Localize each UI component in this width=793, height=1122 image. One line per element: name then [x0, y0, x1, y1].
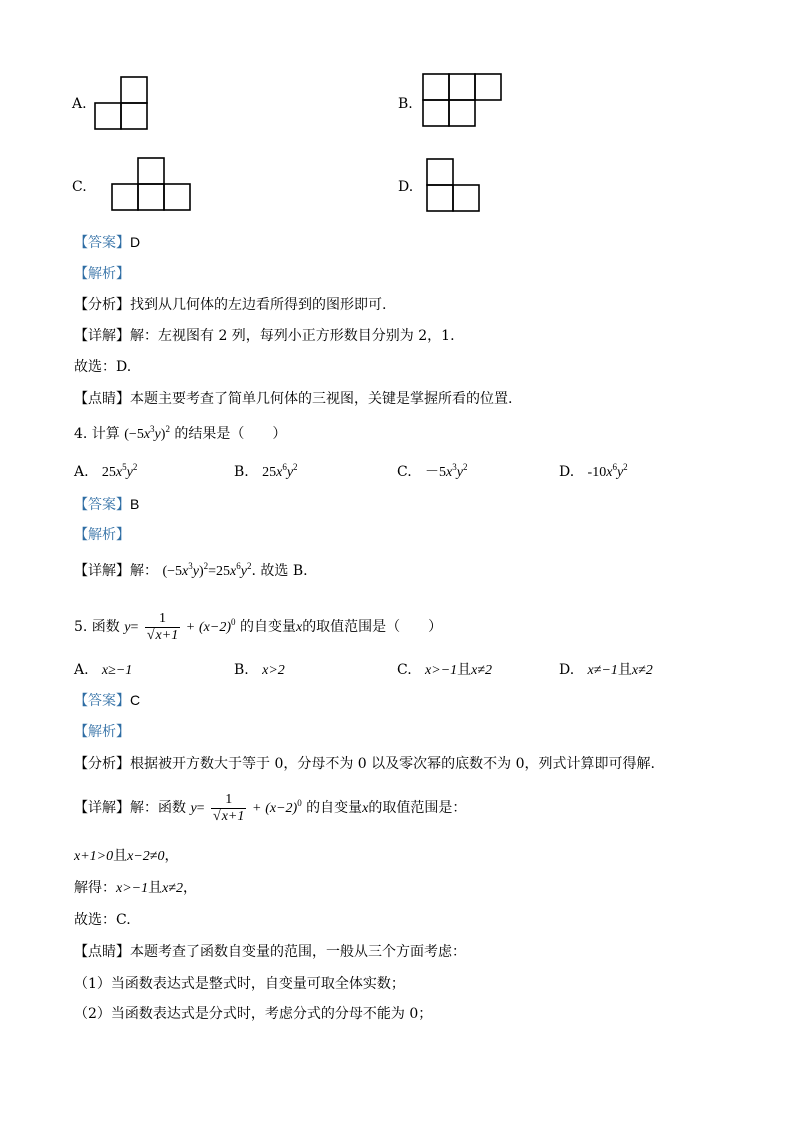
option-x-exp: 3 [452, 462, 457, 472]
sqrt-radicand: x+1 [221, 808, 245, 824]
comment-text: 本题主要考查了简单几何体的三视图，关键是掌握所看的位置. [130, 391, 513, 407]
figure-square [164, 184, 190, 210]
option-mid: 且 [457, 662, 472, 678]
detail-tag: 【详解】 [74, 328, 130, 344]
solve-mid: 且 [148, 880, 163, 896]
figure-square [423, 100, 449, 126]
figure-square [453, 185, 479, 211]
fraction-numerator: 1 [145, 611, 180, 628]
func-eq: = [130, 620, 139, 635]
fraction-numerator: 1 [211, 792, 246, 809]
option-y-exp: 2 [293, 462, 298, 472]
detail-rhs-x: x [230, 564, 237, 579]
detail-lhs: (−5 [162, 564, 183, 579]
q4-answer-line [74, 494, 139, 515]
stem-x: x [295, 620, 303, 635]
comment-text: 本题考查了函数自变量的范围，一般从三个方面考虑： [130, 944, 466, 960]
q5-solve-line [74, 878, 197, 899]
option-x: x [606, 465, 613, 480]
analysis-tag: 【解析】 [74, 266, 130, 282]
expr-y: y [154, 427, 161, 442]
q5-detail-line [74, 788, 466, 829]
option-coef: -10 [587, 465, 607, 480]
cond-a: x+1>0 [74, 849, 114, 864]
figure-square [112, 184, 138, 210]
option-a-label: A. [72, 96, 87, 112]
detail-rhs-y: y [240, 564, 247, 579]
option-y: y [456, 465, 463, 480]
option-c-label: C. [72, 179, 87, 195]
q5-stem [74, 607, 442, 648]
func-y: y [190, 801, 197, 816]
expr-x: x [143, 427, 151, 442]
stem-tail: 的自变量 [239, 619, 296, 635]
detail-x-exp: 3 [188, 561, 193, 571]
detail-head: 解： [130, 563, 158, 579]
detail-tag: 【详解】 [74, 800, 130, 816]
option-x-exp: 5 [122, 462, 127, 472]
func-y: y [124, 620, 131, 635]
q3-analysis-line [74, 264, 130, 284]
pow-exp: 0 [231, 617, 236, 627]
fraction [211, 792, 246, 825]
option-b-figure [422, 73, 504, 129]
q3-choose-line: 故选：D. [74, 359, 132, 375]
detail-tail: . 故选 B. [251, 563, 308, 579]
detail-x: x [362, 801, 369, 816]
q5-analysis-line [74, 722, 130, 742]
detail-head: 解：函数 [130, 800, 186, 816]
func-eq: = [196, 801, 205, 816]
stem-tail: 的结果是（ ） [174, 426, 287, 442]
cond-b: x−2≠0 [127, 849, 165, 864]
analysis-tag: 【解析】 [74, 527, 130, 543]
stem-end: 的取值范围是（ ） [302, 619, 443, 635]
q4-option-b [234, 462, 298, 483]
q5-option-a [74, 660, 132, 681]
q5-answer-line [74, 690, 140, 711]
detail-text: 解：左视图有 2 列，每列小正方形数目分别为 2，1. [130, 328, 455, 344]
option-x: x [446, 465, 453, 480]
option-d-figure [426, 158, 482, 214]
q4-option-d [559, 462, 628, 483]
option-mid: 且 [617, 662, 632, 678]
detail-rhs: =25 [208, 564, 231, 579]
fenxi-tag: 【分析】 [74, 756, 130, 772]
q5-option-b [234, 660, 285, 681]
q4-option-c [397, 462, 467, 483]
q4-option-a [74, 462, 137, 483]
sqrt-radicand: x+1 [155, 627, 179, 643]
question-number: 4. 计算 [74, 426, 120, 442]
comment-tag: 【点睛】 [74, 944, 130, 960]
option-text: x>2 [262, 663, 285, 678]
q5-option-d [559, 660, 653, 681]
figure-square [121, 77, 147, 103]
figure-square [449, 100, 475, 126]
detail-tag: 【详解】 [74, 563, 130, 579]
option-pre: x≠−1 [587, 663, 618, 678]
question-number: 5. 函数 [74, 619, 120, 635]
analysis-tag: 【解析】 [74, 724, 130, 740]
option-c-figure [111, 157, 193, 213]
figure-square [138, 158, 164, 184]
q5-choose-line: 故选：C. [74, 912, 131, 928]
option-coef: －5 [425, 465, 447, 480]
option-x: x [276, 465, 283, 480]
q4-analysis-line [74, 525, 130, 545]
option-a-figure [94, 76, 150, 132]
fenxi-text: 根据被开方数大于等于 0，分母不为 0 以及零次幂的底数不为 0，列式计算即可得解. [130, 756, 655, 772]
fraction-denominator: √x+1 [213, 808, 245, 824]
q5-option-c [397, 660, 492, 681]
answer-value: B [130, 496, 140, 512]
option-post: x≠2 [631, 663, 653, 678]
answer-value: C [130, 692, 141, 708]
option-label: D. [559, 662, 575, 678]
option-y-exp: 2 [623, 462, 628, 472]
comment-tag: 【点睛】 [74, 391, 130, 407]
option-text: x≥−1 [101, 663, 133, 678]
pow-base: (x−2) [199, 620, 232, 635]
pow-base: (x−2) [265, 801, 298, 816]
detail-x: x [182, 564, 189, 579]
option-b-label: B. [398, 96, 413, 112]
detail-rhs-y-exp: 2 [246, 561, 252, 571]
answer-tag: 【答案】 [74, 693, 130, 709]
option-label: C. [397, 464, 412, 480]
figure-square [423, 74, 449, 100]
option-x: x [115, 465, 123, 480]
q5-item-1: （1）当函数表达式是整式时，自变量可取全体实数； [74, 976, 405, 992]
figure-square [427, 185, 453, 211]
fenxi-tag: 【分析】 [74, 297, 130, 313]
expr-close: ) [160, 427, 166, 442]
detail-exp: 2 [203, 561, 209, 571]
expr-exp: 2 [165, 424, 170, 434]
option-y: y [286, 465, 294, 480]
q5-item-2: （2）当函数表达式是分式时，考虑分式的分母不能为 0； [74, 1006, 433, 1022]
q5-fenxi-line [74, 754, 655, 774]
option-y-exp: 2 [132, 462, 138, 472]
func-plus: + [252, 801, 261, 816]
figure-square [138, 184, 164, 210]
answer-value: D [130, 234, 141, 250]
figure-square [427, 159, 453, 185]
option-y: y [126, 465, 133, 480]
answer-tag: 【答案】 [74, 235, 130, 251]
cond-comma: ， [164, 848, 179, 864]
figure-square [95, 103, 121, 129]
fenxi-text: 找到从几何体的左边看所得到的图形即可. [130, 297, 387, 313]
option-pre: x>−1 [425, 663, 458, 678]
option-y: y [616, 465, 624, 480]
solve-b: x≠2 [162, 881, 184, 896]
q3-detail-line [74, 326, 455, 346]
option-label: C. [397, 662, 412, 678]
option-d-label: D. [398, 179, 414, 195]
option-y-exp: 2 [462, 462, 468, 472]
fraction-denominator: √x+1 [146, 627, 179, 643]
q5-comment-line [74, 942, 466, 962]
q3-answer-line [74, 232, 140, 253]
q4-stem [74, 424, 286, 445]
figure-square [475, 74, 501, 100]
detail-y: y [192, 564, 199, 579]
detail-tail: 的自变量 [306, 800, 363, 816]
detail-end: 的取值范围是： [368, 800, 467, 816]
option-label: A. [74, 464, 89, 480]
solve-head: 解得： [74, 880, 116, 896]
q3-comment-line [74, 389, 512, 409]
option-coef: 25 [262, 465, 277, 480]
detail-rhs-x-exp: 6 [236, 561, 241, 571]
expr-x-exp: 3 [150, 424, 155, 434]
cond-mid: 且 [113, 848, 128, 864]
q3-fenxi-line [74, 295, 386, 315]
expr-open: (−5 [124, 427, 144, 442]
fraction [145, 611, 180, 644]
option-post: x≠2 [471, 663, 493, 678]
detail-close: ) [198, 564, 204, 579]
figure-square [449, 74, 475, 100]
solve-comma: ， [183, 880, 198, 896]
option-x-exp: 6 [612, 462, 617, 472]
pow-exp: 0 [297, 798, 302, 808]
option-coef: 25 [101, 465, 116, 480]
solve-a: x>−1 [116, 881, 149, 896]
q4-detail-line [74, 561, 308, 582]
option-label: D. [559, 464, 575, 480]
figure-square [121, 103, 147, 129]
option-label: A. [74, 662, 89, 678]
func-plus: + [186, 620, 195, 635]
answer-tag: 【答案】 [74, 497, 130, 513]
option-label: B. [234, 464, 249, 480]
q5-condition-line [74, 846, 178, 867]
option-label: B. [234, 662, 249, 678]
option-x-exp: 6 [282, 462, 287, 472]
